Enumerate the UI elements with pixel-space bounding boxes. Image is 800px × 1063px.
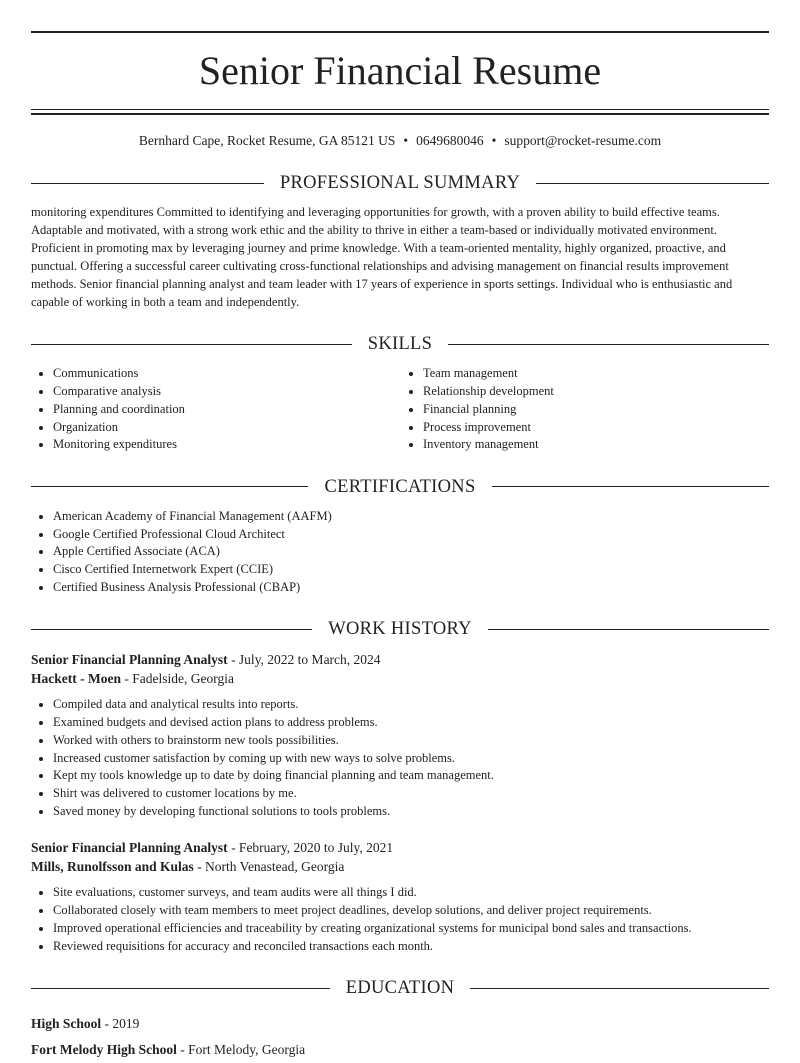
contact-address: Bernhard Cape, Rocket Resume, GA 85121 US	[138, 133, 396, 148]
education-entry	[31, 1011, 769, 1063]
skill-item: • Process improvement	[423, 419, 769, 437]
section-title: PROFESSIONAL SUMMARY	[279, 173, 521, 193]
job-bullet: • Increased customer satisfaction by coming up with new ways to solve problems.	[53, 750, 769, 768]
contact-phone: 0649680046	[416, 133, 484, 148]
job-entry	[31, 838, 769, 955]
job-bullet: • Site evaluations, customer surveys, and team audits were all things I did.	[53, 884, 769, 902]
job-entry	[31, 650, 769, 820]
certification-item: • American Academy of Financial Management (AAFM)	[53, 508, 769, 526]
contact-line	[31, 132, 769, 150]
education-school: Fort Melody High School	[31, 1042, 177, 1058]
skill-item: • Monitoring expenditures	[53, 436, 399, 454]
job-location: - Fadelside, Georgia	[120, 671, 234, 687]
education-degree-line	[31, 1011, 769, 1037]
skills-list-left	[31, 365, 399, 454]
skill-item: • Organization	[53, 419, 399, 437]
job-dates: - February, 2020 to July, 2021	[227, 840, 394, 856]
skill-item: • Comparative analysis	[53, 383, 399, 401]
skills-list-right	[399, 365, 769, 454]
skill-item: • Team management	[423, 365, 769, 383]
skill-item: • Inventory management	[423, 436, 769, 454]
education-year: - 2019	[101, 1016, 140, 1032]
section-title: EDUCATION	[345, 978, 455, 999]
job-bullet: • Kept my tools knowledge up to date by doing financial planning and team management.	[53, 767, 769, 785]
skill-item: • Planning and coordination	[53, 401, 399, 419]
skill-item: • Relationship development	[423, 383, 769, 401]
heading-rule	[536, 183, 769, 184]
job-title-line	[31, 838, 769, 857]
job-bullet: • Shirt was delivered to customer locations by me.	[53, 785, 769, 803]
job-title-line	[31, 650, 769, 669]
summary-text: monitoring expenditures Committed to identifying and leveraging opportunities for growth, with a proven ability to build effective teams. Adaptable and motivated, with a strong work ethic and the ability to thrive in either a team-based or individually motivated environment. Proficient in promoting max by leveraging journey and prime knowledge. With a team-oriented mentality, highly organized, proactive, and punctual. Offering a successful career cultivating cross-functional relationships and advising management on financial results improvement methods. Senior financial planning analyst and team leader with 17 years of experience in sports settings. Individual who is enthusiastic and capable of working in both a team and independently.	[31, 205, 733, 309]
heading-rule	[31, 486, 308, 487]
job-company-line	[31, 669, 769, 688]
skills-grid	[31, 355, 769, 454]
heading-rule	[448, 344, 769, 345]
job-bullet: • Collaborated closely with team members to meet project deadlines, develop solutions, and deliver project requirements.	[53, 902, 769, 920]
contact-email: support@rocket-resume.com	[504, 133, 662, 148]
education-school-line	[31, 1037, 769, 1063]
certification-item: • Google Certified Professional Cloud Architect	[53, 526, 769, 544]
job-location: - North Venastead, Georgia	[193, 859, 345, 875]
education-location: - Fort Melody, Georgia	[176, 1042, 306, 1058]
job-company-line	[31, 857, 769, 876]
certifications-list	[31, 508, 769, 597]
section-heading-certifications	[31, 476, 769, 498]
heading-rule	[488, 629, 769, 630]
certification-item: • Certified Business Analysis Professional (CBAP)	[53, 579, 769, 597]
job-bullet: • Compiled data and analytical results into reports.	[53, 696, 769, 714]
heading-rule	[492, 486, 769, 487]
section-title: CERTIFICATIONS	[324, 476, 476, 497]
contact-separator: •	[491, 133, 497, 148]
section-heading-summary	[31, 172, 769, 194]
contact-separator: •	[403, 133, 409, 148]
certification-item: • Apple Certified Associate (ACA)	[53, 543, 769, 561]
job-bullet: • Improved operational efficiencies and traceability by creating organizational systems for municipal bond sales and transactions.	[53, 920, 769, 938]
top-rule	[31, 31, 769, 33]
job-bullets	[31, 696, 769, 820]
heading-rule	[31, 344, 352, 345]
heading-rule	[31, 183, 264, 184]
section-title: WORK HISTORY	[328, 619, 472, 640]
job-bullet: • Reviewed requisitions for accuracy and reconciled transactions each month.	[53, 938, 769, 956]
job-title: Senior Financial Planning Analyst	[31, 652, 228, 668]
job-company: Mills, Runolfsson and Kulas	[31, 859, 194, 875]
job-company: Hackett - Moen	[31, 671, 121, 687]
education-degree: High School	[31, 1016, 102, 1032]
heading-rule	[31, 988, 330, 989]
title-double-rule	[31, 109, 769, 115]
heading-rule	[470, 988, 769, 989]
heading-rule	[31, 629, 312, 630]
resume-title: Senior Financial Resume	[198, 48, 602, 93]
job-title: Senior Financial Planning Analyst	[31, 840, 228, 856]
skill-item: • Communications	[53, 365, 399, 383]
job-bullet: • Examined budgets and devised action plans to address problems.	[53, 714, 769, 732]
job-dates: - July, 2022 to March, 2024	[227, 652, 381, 668]
section-heading-work	[31, 618, 769, 640]
skill-item: • Financial planning	[423, 401, 769, 419]
job-bullets	[31, 884, 769, 955]
section-title: SKILLS	[367, 334, 433, 355]
section-heading-skills	[31, 333, 769, 355]
section-heading-education	[31, 977, 769, 999]
job-bullet: • Worked with others to brainstorm new tools possibilities.	[53, 732, 769, 750]
resume-page	[31, 0, 769, 1063]
job-bullet: • Saved money by developing functional solutions to tools problems.	[53, 803, 769, 821]
certification-item: • Cisco Certified Internetwork Expert (CCIE)	[53, 561, 769, 579]
